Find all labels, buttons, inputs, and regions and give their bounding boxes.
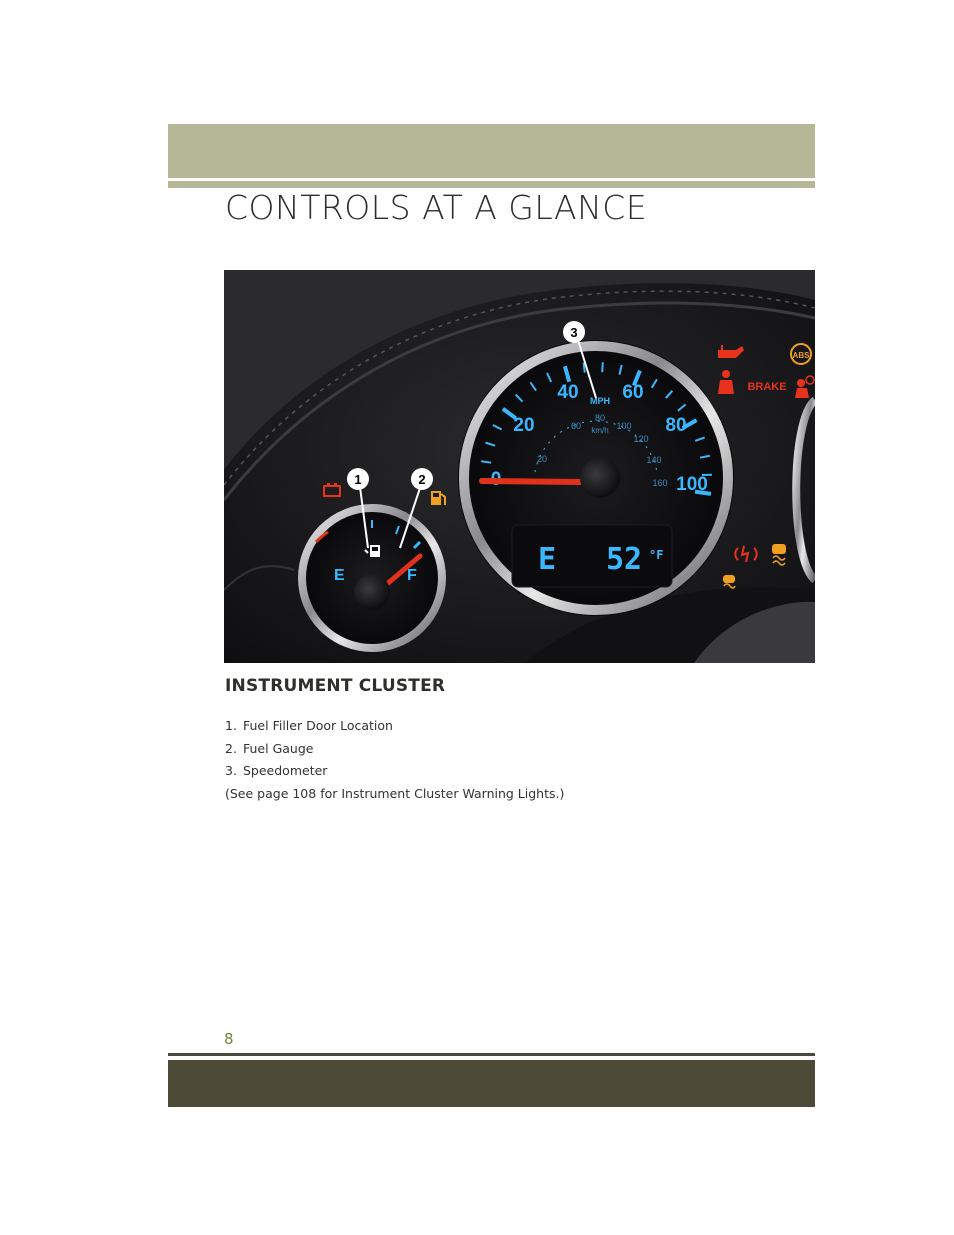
- mph-tick-100: 100: [676, 474, 708, 495]
- mph-tick-40: 40: [557, 382, 579, 403]
- fuel-empty-label: E: [334, 567, 345, 584]
- header-rule: [168, 181, 815, 188]
- mph-tick-20: 20: [513, 415, 535, 436]
- section-heading: INSTRUMENT CLUSTER: [225, 676, 446, 696]
- list-item-label: Fuel Gauge: [243, 740, 314, 756]
- list-item-label: Fuel Filler Door Location: [243, 718, 393, 733]
- list-item-label: Speedometer: [243, 763, 328, 778]
- kmh-tick-100: 100: [616, 421, 632, 431]
- fuel-full-label: F: [407, 567, 417, 584]
- speed-needle-hub: [580, 458, 620, 498]
- page-number: 8: [224, 1030, 234, 1048]
- fuel-gauge: [299, 505, 445, 651]
- svg-text:3: 3: [570, 325, 578, 340]
- speedometer: [458, 340, 734, 616]
- list-item: [225, 716, 393, 739]
- instrument-cluster-photo: [224, 270, 815, 663]
- svg-text:ABS: ABS: [792, 351, 810, 360]
- kmh-tick-120: 120: [633, 434, 649, 444]
- header-band: [168, 124, 815, 178]
- kmh-tick-80: 80: [594, 413, 606, 423]
- list-item: [225, 761, 393, 784]
- evic-temperature: 52: [605, 542, 643, 577]
- page-title: CONTROLS AT A GLANCE: [225, 188, 648, 227]
- footer-band: [168, 1060, 815, 1107]
- kmh-tick-140: 140: [646, 455, 662, 465]
- mph-unit: MPH: [590, 396, 610, 406]
- speed-needle: [482, 481, 580, 482]
- list-item-number: 3.: [225, 763, 237, 778]
- legend-list: [225, 716, 393, 784]
- list-item: [225, 739, 393, 762]
- svg-text:1: 1: [354, 472, 362, 487]
- svg-text:2: 2: [418, 472, 426, 487]
- mph-tick-60: 60: [622, 382, 644, 403]
- kmh-unit: km/h: [591, 426, 609, 435]
- fuel-needle-hub: [354, 574, 390, 610]
- mph-tick-80: 80: [665, 415, 687, 436]
- kmh-tick-60: 60: [570, 421, 582, 431]
- evic-fuel-letter: E: [537, 542, 557, 577]
- list-item-number: 1.: [225, 718, 237, 733]
- evic-temp-unit: °F: [649, 548, 664, 562]
- footer-rule: [168, 1053, 815, 1056]
- kmh-tick-160: 160: [652, 478, 668, 488]
- brake-warning-text: BRAKE: [747, 381, 787, 393]
- cross-reference-note: (See page 108 for Instrument Cluster Warning Lights.): [225, 786, 565, 801]
- speedometer-tick: [602, 362, 603, 372]
- list-item-number: 2.: [225, 740, 237, 756]
- kmh-tick-20: 20: [536, 454, 548, 464]
